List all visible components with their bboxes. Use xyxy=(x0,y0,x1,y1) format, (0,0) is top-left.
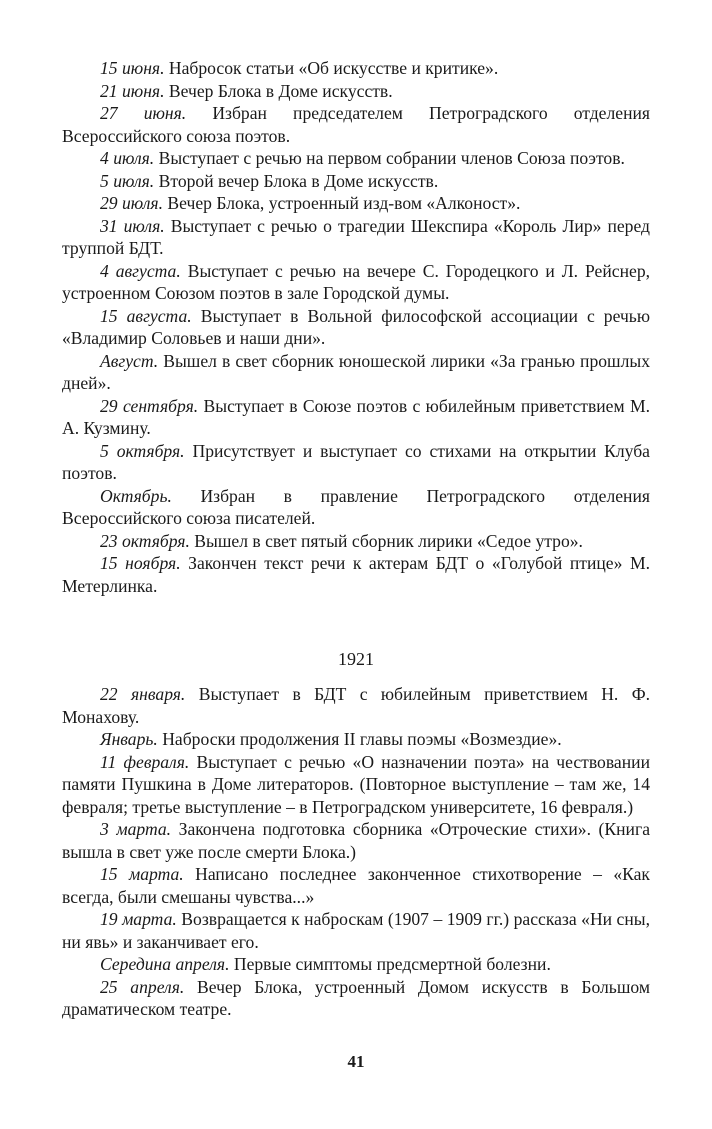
entry-date: 22 января. xyxy=(100,684,186,704)
entry-date: 4 августа. xyxy=(100,260,181,281)
entry-date: 21 июня. xyxy=(100,80,165,101)
entry-text: Вышел в свет пятый сборник лирики «Седое утро». xyxy=(194,530,583,551)
chronology-entry xyxy=(62,305,650,350)
chronology-entry xyxy=(62,728,650,751)
entry-text: Закончена подготовка сборника «Отроческие стихи». (Книга вышла в свет уже после смерти Блока.) xyxy=(62,819,650,862)
chronology-entry xyxy=(62,80,650,103)
chronology-entry xyxy=(62,170,650,193)
entry-text: Первые симптомы предсмертной болезни. xyxy=(233,954,551,974)
entry-text: Выступает с речью на первом собрании членов Союза поэтов. xyxy=(158,148,625,168)
entry-text: Выступает в Вольной философской ассоциации с речью «Владимир Соловьев и наши дни». xyxy=(62,305,650,348)
entry-text: Выступает в Союзе поэтов с юбилейным приветствием М. А. Кузмину. xyxy=(62,395,651,438)
entry-text: Вечер Блока, устроенный Домом искусств в Большом драматическом театре. xyxy=(62,976,650,1019)
entry-date: 3 марта. xyxy=(100,819,172,839)
entry-text: Вечер Блока в Доме искусств. xyxy=(168,80,393,101)
entry-text: Избран в правление Петроградского отделения Всероссийского союза писателей. xyxy=(62,485,650,528)
entry-date: 4 июля. xyxy=(100,148,155,168)
chronology-entry xyxy=(62,395,650,440)
page-number: 41 xyxy=(347,1052,365,1071)
entry-text: Набросок статьи «Об искусстве и критике». xyxy=(168,58,499,78)
chronology-1921 xyxy=(62,683,650,1021)
chronology-entry xyxy=(62,440,650,485)
chronology-entry xyxy=(62,147,650,170)
entry-date: 29 июля. xyxy=(100,193,164,213)
entry-text: Выступает с речью «О назначении поэта» на чествовании памяти Пушкина в Доме литераторов. (Повторное выступление – там же, 14 февраля; третье выступление – в Петроградском университете, 16 февраля.) xyxy=(62,751,650,817)
entry-text: Вечер Блока, устроенный изд-вом «Алконост». xyxy=(167,193,521,213)
chronology-entry xyxy=(62,976,650,1021)
entry-text: Выступает с речью на вечере С. Городецкого и Л. Рейснер, устроенном Союзом поэтов в зале Городской думы. xyxy=(62,260,651,303)
entry-text: Присутствует и выступает со стихами на открытии Клуба поэтов. xyxy=(62,440,650,483)
entry-text: Второй вечер Блока в Доме искусств. xyxy=(158,170,439,191)
entry-date: Август. xyxy=(100,350,159,371)
chronology-entry xyxy=(62,751,650,819)
chronology-entry xyxy=(62,683,650,728)
chronology-entry xyxy=(62,215,650,260)
entry-date: 15 августа. xyxy=(100,305,192,326)
entry-date: 25 апреля. xyxy=(100,976,185,997)
entry-date: Середина апреля. xyxy=(100,954,230,974)
entry-date: Январь. xyxy=(100,729,158,749)
entry-date: 29 сентября. xyxy=(100,395,199,416)
chronology-entry xyxy=(62,350,650,395)
entry-date: Октябрь. xyxy=(100,485,172,506)
entry-text: Написано последнее законченное стихотворение – «Как всегда, были смешаны чувства...» xyxy=(62,864,650,907)
entry-date: 15 марта. xyxy=(100,864,184,884)
entry-text: Вышел в свет сборник юношеской лирики «За гранью прошлых дней». xyxy=(62,350,650,393)
chronology-entry xyxy=(62,192,650,215)
chronology-entry xyxy=(62,530,650,553)
chronology-entry xyxy=(62,818,650,863)
entry-text: Наброски продолжения II главы поэмы «Возмездие». xyxy=(162,729,562,749)
chronology-entry xyxy=(62,552,650,597)
entry-text: Возвращается к наброскам (1907 – 1909 гг.) рассказа «Ни сны, ни явь» и заканчивает его. xyxy=(62,909,650,952)
chronology-entry xyxy=(62,863,650,908)
entry-date: 15 ноября. xyxy=(100,553,181,573)
entry-date: 31 июля. xyxy=(100,215,165,236)
entry-text: Закончен текст речи к актерам БДТ о «Голубой птице» М. Метерлинка. xyxy=(62,553,650,596)
entry-date: 5 июля. xyxy=(100,170,155,191)
chronology-entry xyxy=(62,57,650,80)
chronology-entry xyxy=(62,953,650,976)
entry-text: Выступает в БДТ с юбилейным приветствием Н. Ф. Монахову. xyxy=(62,684,651,727)
chronology-1920 xyxy=(62,57,650,597)
chronology-entry xyxy=(62,908,650,953)
chronology-entry xyxy=(62,102,650,147)
entry-date: 5 октября. xyxy=(100,440,185,461)
entry-date: 27 июня. xyxy=(100,103,187,123)
entry-date: 15 июня. xyxy=(100,58,165,78)
chronology-entry xyxy=(62,260,650,305)
entry-date: 19 марта. xyxy=(100,909,177,929)
year-heading: 1921 xyxy=(338,649,374,669)
entry-date: 23 октября. xyxy=(100,530,190,551)
entry-date: 11 февраля. xyxy=(100,751,190,772)
entry-text: Избран председателем Петроградского отделения Всероссийского союза поэтов. xyxy=(62,103,651,146)
chronology-entry xyxy=(62,485,650,530)
entry-text: Выступает с речью о трагедии Шекспира «Король Лир» перед труппой БДТ. xyxy=(62,215,650,258)
